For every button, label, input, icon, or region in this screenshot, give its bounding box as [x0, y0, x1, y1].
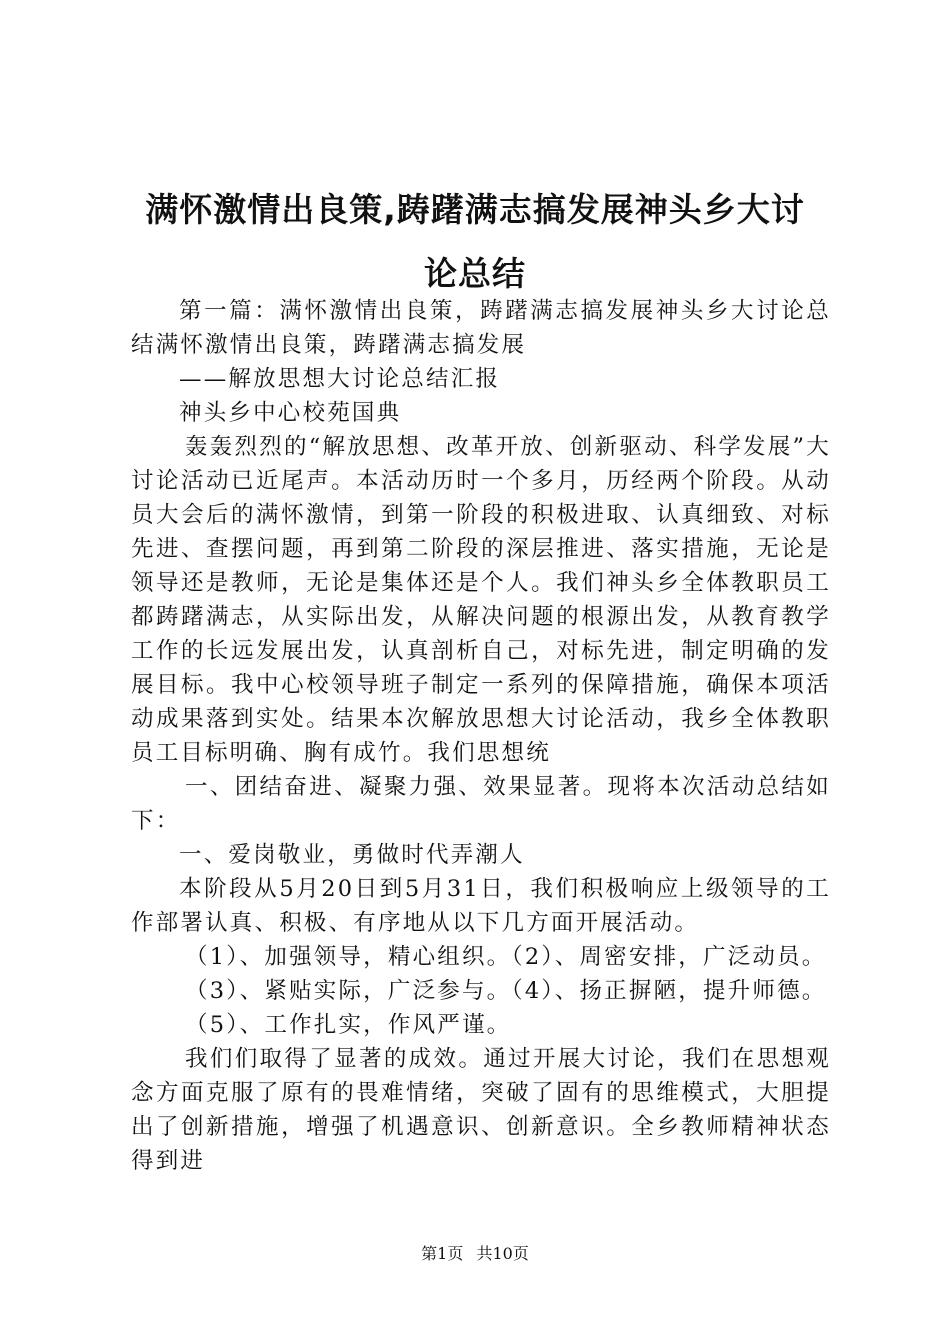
paragraph-subtitle: ——解放思想大讨论总结汇报: [179, 366, 501, 392]
page-footer: [0, 1242, 950, 1266]
paragraph-author: 神头乡中心校苑国典: [179, 400, 402, 426]
list-item-1-2: （1）、加强领导，精心组织。（2）、周密安排，广泛动员。: [185, 944, 827, 970]
paragraph-results: 我们们取得了显著的成效。通过开展大讨论，我们在思想观念方面克服了原有的畏难情绪，突破了固有的思维模式，大胆提出了创新措施，增强了机遇意识、创新意识。全乡教师精神状态得到进: [131, 1046, 831, 1174]
page-total: 共10页: [476, 1244, 529, 1263]
document-body: [131, 294, 831, 1178]
paragraph-section-intro: 一、团结奋进、凝聚力强、效果显著。现将本次活动总结如下：: [131, 774, 831, 834]
document-title: [120, 178, 830, 306]
paragraph-period: 本阶段从5月20日到5月31日，我们积极响应上级领导的工作部署认真、积极、有序地从以下几方面开展活动。: [131, 876, 831, 936]
list-item-3-4: （3）、紧贴实际，广泛参与。（4）、扬正摒陋，提升师德。: [185, 978, 827, 1004]
title-line-2: 论总结: [424, 254, 526, 293]
paragraph-main: 轰轰烈烈的“解放思想、改革开放、创新驱动、科学发展”大讨论活动已近尾声。本活动历时一个多月，历经两个阶段。从动员大会后的满怀激情，到第一阶段的积极进取、认真细致、对标先进、查摆问题，再到第二阶段的深层推进、落实措施，无论是领导还是教师，无论是集体还是个人。我们神头乡全体教职员工都踌躇满志，从实际出发，从解决问题的根源出发，从教育教学工作的长远发展出发，认真剖析自己，对标先进，制定明确的发展目标。我中心校领导班子制定一系列的保障措施，确保本项活动成果落到实处。结果本次解放思想大讨论活动，我乡全体教职员工目标明确、胸有成竹。我们思想统: [131, 434, 831, 766]
section-heading: 一、爱岗敬业，勇做时代弄潮人: [179, 842, 525, 868]
title-line-1: 满怀激情出良策,踌躇满志搞发展神头乡大讨: [145, 190, 805, 229]
page-number: 第1页: [421, 1244, 464, 1263]
paragraph-intro: 第一篇：满怀激情出良策，踌躇满志搞发展神头乡大讨论总结满怀激情出良策，踌躇满志搞发展: [131, 298, 831, 358]
list-item-5: （5）、工作扎实，作风严谨。: [185, 1012, 512, 1038]
